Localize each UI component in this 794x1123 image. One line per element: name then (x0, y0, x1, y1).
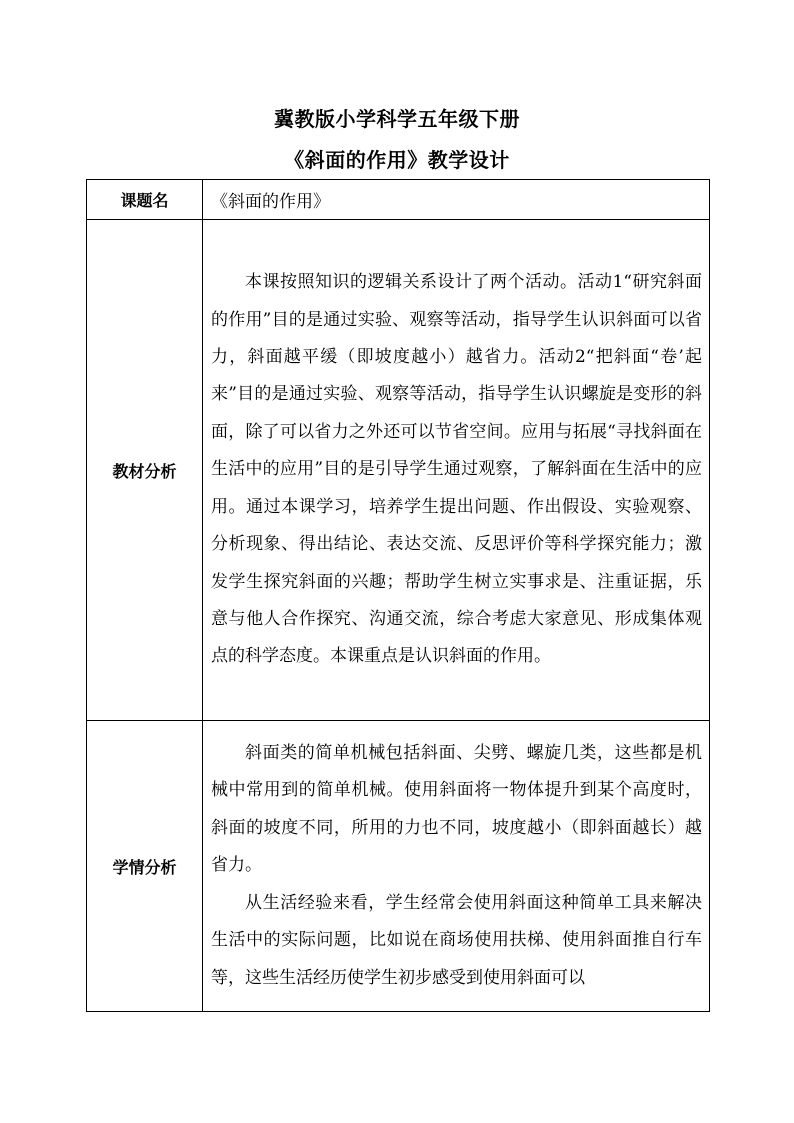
table-row-student-analysis (87, 721, 710, 1012)
document-title: 冀教版小学科学五年级下册 (274, 107, 520, 131)
textbook-analysis-paragraph: 本课按照知识的逻辑关系设计了两个活动。活动1“研究斜面的作用”目的是通过实验、观察等活动，指导学生认识斜面可以省力，斜面越平缓（即坡度越小）越省力。活动2“把斜面“卷’起来”目的是通过实验、观察等活动，指导学生认识螺旋是变形的斜面，除了可以省力之外还可以节省空间。应用与拓展“寻找斜面在生活中的应用”目的是引导学生通过观察，了解斜面在生活中的应用。通过本课学习，培养学生提出问题、作出假设、实验观察、分析现象、得出结论、表达交流、反思评价等科学探究能力；激发学生探究斜面的兴趣；帮助学生树立实事求是、注重证据，乐意与他人合作探究、沟通交流，综合考虑大家意见、形成集体观点的科学态度。本课重点是认识斜面的作用。 (211, 272, 702, 667)
student-analysis-paragraph-1: 斜面类的简单机械包括斜面、尖劈、螺旋几类，这些都是机械中常用到的简单机械。使用斜面将一物体提升到某个高度时，斜面的坡度不同，所用的力也不同，坡度越小（即斜面越长）越省力。 (211, 743, 702, 876)
table-row-topic (87, 180, 710, 220)
table-row-textbook-analysis (87, 220, 710, 721)
row-label-student-analysis: 学情分析 (87, 721, 203, 1012)
row-label-textbook-analysis: 教材分析 (87, 220, 203, 721)
textbook-analysis-content (203, 220, 710, 721)
student-analysis-paragraph-2: 从生活经验来看，学生经常会使用斜面这种简单工具来解决生活中的实际问题，比如说在商场使用扶梯、使用斜面推自行车等，这些生活经历使学生初步感受到使用斜面可以 (211, 892, 702, 988)
lesson-design-table (86, 179, 710, 1012)
topic-value: 《斜面的作用》 (203, 180, 710, 220)
student-analysis-content (203, 721, 710, 1012)
row-label-topic: 课题名 (87, 180, 203, 220)
document-subtitle: 《斜面的作用》教学设计 (284, 148, 510, 172)
